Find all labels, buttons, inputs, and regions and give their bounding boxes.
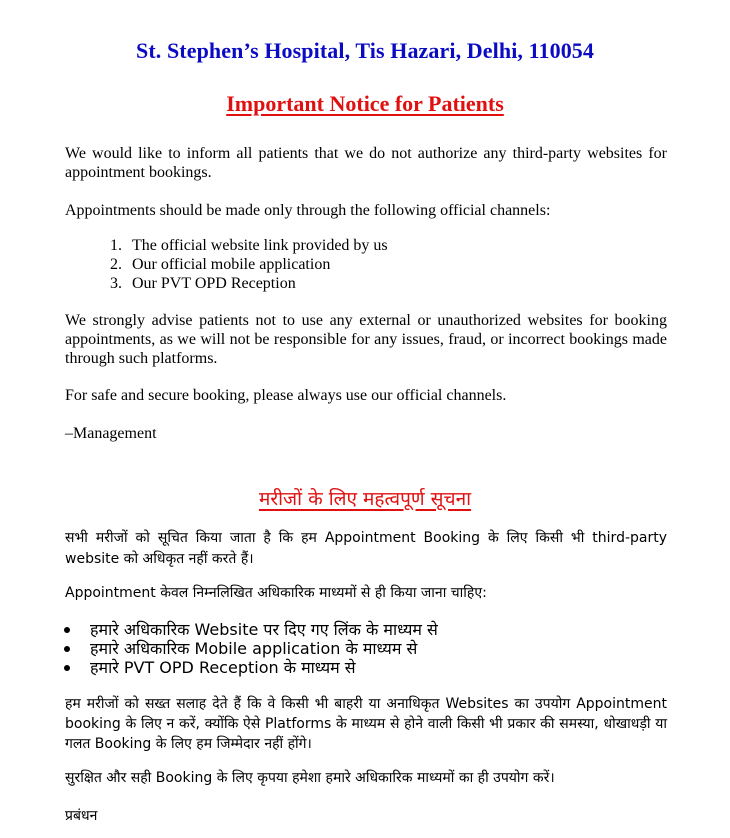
- list-item: [110, 255, 388, 274]
- bullet-icon: [64, 627, 70, 633]
- english-closing-paragraph: For safe and secure booking, please always use our official channels.: [65, 387, 507, 404]
- english-intro-paragraph: We would like to inform all patients that we do not authorize any third-party websites for appointment bookings.: [65, 145, 667, 181]
- english-advice-paragraph: We strongly advise patients not to use any external or unauthorized websites for booking appointments, as we will not be responsible for any issues, fraud, or incorrect bookings made through such platforms.: [65, 312, 667, 367]
- english-channels-intro: Appointments should be made only through the following official channels:: [65, 202, 551, 219]
- list-item-text: हमारे अधिकारिक Mobile application के माध्यम से: [90, 639, 418, 658]
- list-item: [62, 639, 438, 658]
- english-signature: –Management: [65, 425, 157, 442]
- hindi-channels-list: [62, 620, 438, 677]
- hindi-closing-paragraph: सुरक्षित और सही Booking के लिए कृपया हमेशा हमारे अधिकारिक माध्यमों का ही उपयोग करें।: [65, 770, 555, 786]
- hospital-title: St. Stephen’s Hospital, Tis Hazari, Delhi, 110054: [136, 38, 594, 63]
- list-item-text: Our PVT OPD Reception: [132, 275, 296, 292]
- list-item: [62, 658, 438, 677]
- hindi-advice-paragraph: हम मरीजों को सख्त सलाह देते हैं कि वे किसी भी बाहरी या अनाधिकृत Websites का उपयोग Appointment booking के लिए न करें, क्योंकि ऐसे Platforms के माध्यम से होने वाली किसी भी प्रकार की समस्या, धोखाधड़ी या गलत Booking के लिए हम जिम्मेदार नहीं होंगे।: [65, 696, 667, 752]
- list-item-text: हमारे PVT OPD Reception के माध्यम से: [90, 658, 356, 677]
- list-item: [110, 274, 388, 293]
- list-item: [110, 236, 388, 255]
- hindi-signature: प्रबंधन: [65, 808, 98, 824]
- hindi-channels-intro: Appointment केवल निम्नलिखित अधिकारिक माध्यमों से ही किया जाना चाहिए:: [65, 585, 487, 601]
- list-item-text: हमारे अधिकारिक Website पर दिए गए लिंक के माध्यम से: [90, 620, 438, 639]
- notice-heading: Important Notice for Patients: [226, 91, 504, 116]
- list-item-text: The official website link provided by us: [132, 237, 388, 254]
- bullet-icon: [64, 646, 70, 652]
- list-number: 1.: [110, 237, 122, 254]
- list-item: [62, 620, 438, 639]
- bullet-icon: [64, 665, 70, 671]
- english-channels-list: [110, 236, 388, 293]
- hindi-intro-paragraph: सभी मरीजों को सूचित किया जाता है कि हम Appointment Booking के लिए किसी भी third-party website को अधिकृत नहीं करते हैं।: [65, 530, 667, 567]
- list-item-text: Our official mobile application: [132, 256, 331, 273]
- hindi-notice-heading: मरीजों के लिए महत्वपूर्ण सूचना: [258, 488, 472, 510]
- list-number: 2.: [110, 256, 122, 273]
- list-number: 3.: [110, 275, 122, 292]
